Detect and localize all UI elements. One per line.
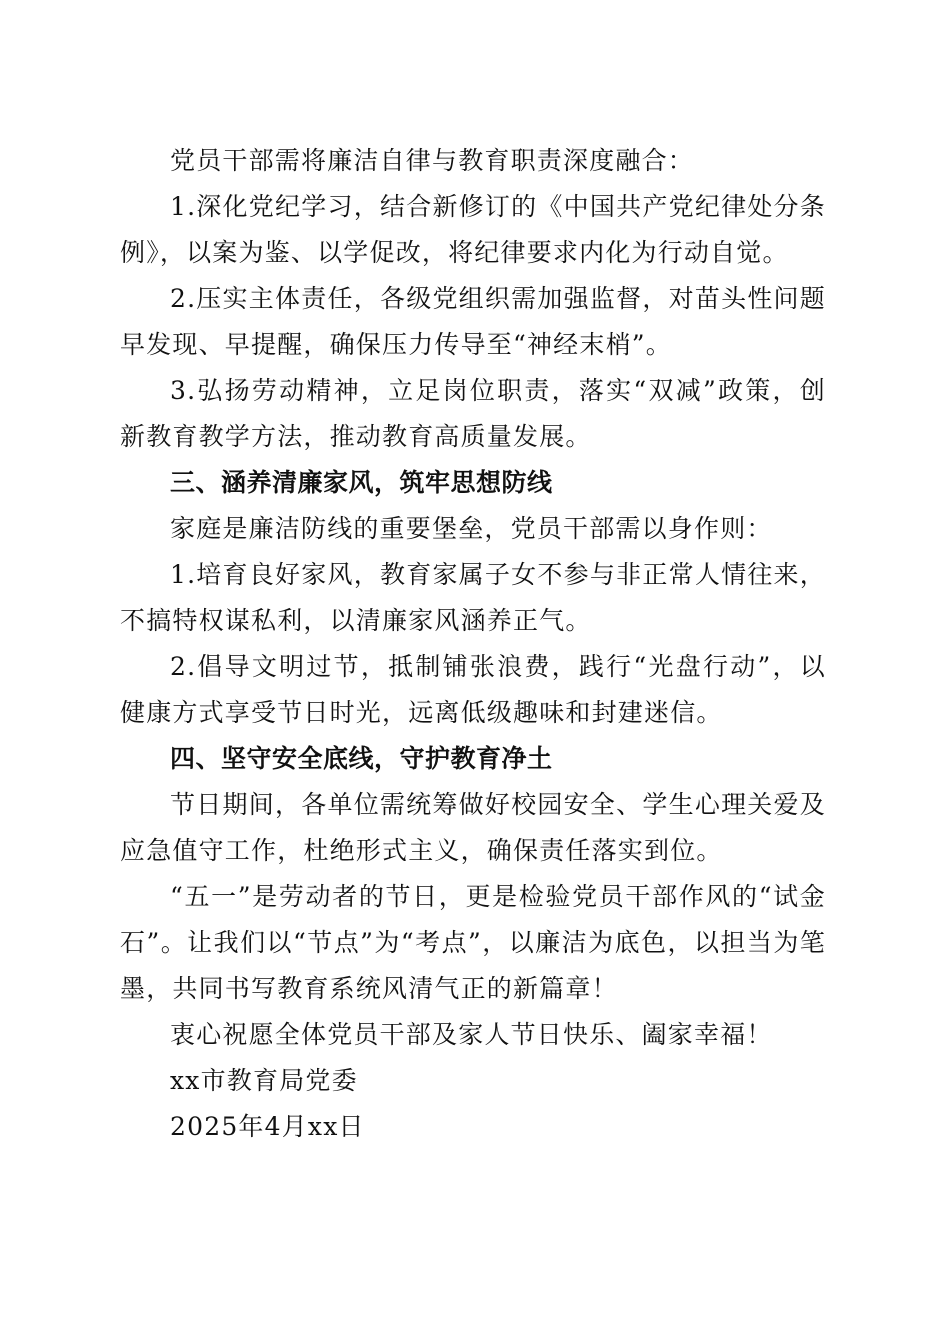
section-heading-3: 三、涵养清廉家风，筑牢思想防线 <box>170 468 553 497</box>
paragraph-family-item-1: 1.培育良好家风，教育家属子女不参与非正常人情往来，不搞特权谋私利，以清廉家风涵养正气。 <box>120 560 826 635</box>
signature-organization: xx市教育局党委 <box>170 1066 358 1095</box>
paragraph-closing: “五一”是劳动者的节日，更是检验党员干部作风的“试金石”。让我们以“节点”为“考点”，以廉洁为底色，以担当为笔墨，共同书写教育系统风清气正的新篇章！ <box>120 882 826 1003</box>
paragraph-item-2: 2.压实主体责任，各级党组织需加强监督，对苗头性问题早发现、早提醒，确保压力传导至“神经末梢”。 <box>120 284 826 359</box>
paragraph-wishes: 衷心祝愿全体党员干部及家人节日快乐、阖家幸福！ <box>170 1020 773 1049</box>
paragraph-family-item-2: 2.倡导文明过节，抵制铺张浪费，践行“光盘行动”，以健康方式享受节日时光，远离低级趣味和封建迷信。 <box>120 652 826 727</box>
paragraph-item-1: 1.深化党纪学习，结合新修订的《中国共产党纪律处分条例》，以案为鉴、以学促改，将纪律要求内化为行动自觉。 <box>120 192 826 267</box>
paragraph-family-intro: 家庭是廉洁防线的重要堡垒，党员干部需以身作则： <box>170 514 773 543</box>
document-body <box>120 138 826 1150</box>
paragraph-safety: 节日期间，各单位需统筹做好校园安全、学生心理关爱及应急值守工作，杜绝形式主义，确保责任落实到位。 <box>120 790 826 865</box>
signature-date: 2025年4月xx日 <box>170 1112 365 1141</box>
section-heading-4: 四、坚守安全底线，守护教育净土 <box>170 744 553 773</box>
paragraph-item-3: 3.弘扬劳动精神，立足岗位职责，落实“双减”政策，创新教育教学方法，推动教育高质量发展。 <box>120 376 826 451</box>
paragraph-intro: 党员干部需将廉洁自律与教育职责深度融合： <box>170 146 695 175</box>
